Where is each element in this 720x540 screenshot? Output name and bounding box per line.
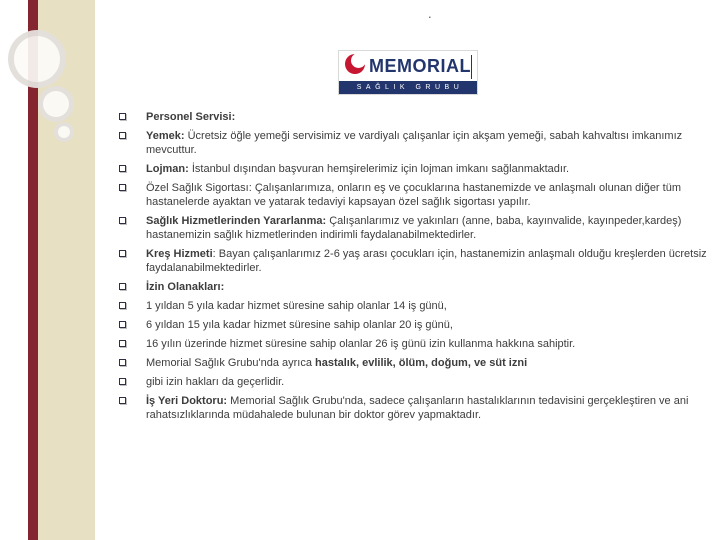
list-item (115, 247, 707, 275)
bullet-text: gibi izin hakları da geçerlidir. (146, 376, 285, 388)
bullet-text: Lojman: İstanbul dışından başvuran hemşirelerimiz için lojman imkanı sağlanmaktadır. (146, 163, 570, 175)
bullet-list (115, 110, 707, 422)
list-item (115, 337, 707, 351)
logo-vertical-divider (471, 55, 472, 79)
slide-body (115, 110, 707, 427)
logo-brand-text: MEMORIAL (369, 56, 471, 76)
bullet-text: 6 yıldan 15 yıla kadar hizmet süresine sahip olanlar 20 iş günü, (146, 319, 453, 331)
bullet-text: 1 yıldan 5 yıla kadar hizmet süresine sahip olanlar 14 iş günü, (146, 300, 447, 312)
memorial-logo-top (339, 51, 477, 81)
bullet-text: İş Yeri Doktoru: Memorial Sağlık Grubu'nda, sadece çalışanların hastalıklarının tedavisini gerçekleştiren ve ani rahatsızlıklarında müdahalede bulunan bir doktor görev yapmaktadır. (146, 395, 689, 421)
list-item (115, 214, 707, 242)
list-item (115, 280, 707, 294)
circle-decoration-large (8, 30, 66, 88)
circle-decoration-medium (38, 86, 74, 122)
bullet-text: Memorial Sağlık Grubu'nda ayrıca hastalık, evlilik, ölüm, doğum, ve süt izni (146, 357, 528, 369)
list-item (115, 129, 707, 157)
bullet-text: Yemek: Ücretsiz öğle yemeği servisimiz ve vardiyalı çalışanlar için akşam yemeği, sabah kahvaltısı imkanımız mevcuttur. (146, 130, 683, 156)
square-bullet-icon (115, 247, 146, 257)
square-bullet-icon (115, 375, 146, 385)
bullet-text: Personel Servisi: (146, 111, 236, 123)
bullet-text: 16 yılın üzerinde hizmet süresine sahip olanlar 26 iş günü izin kullanma hakkına sahiptir. (146, 338, 576, 350)
list-item (115, 394, 707, 422)
stray-period-text: . (428, 6, 432, 21)
square-bullet-icon (115, 356, 146, 366)
bullet-text: Sağlık Hizmetlerinden Yararlanma: Çalışanlarımız ve yakınları (anne, baba, kayınvalide, kayınpeder,kardeş) hastanemizin sağlık hizmetlerinden indirimli faydalanabilmektedirler. (146, 215, 682, 241)
list-item (115, 356, 707, 370)
bullet-text: İzin Olanakları: (146, 281, 225, 293)
square-bullet-icon (115, 318, 146, 328)
bullet-text: Kreş Hizmeti: Bayan çalışanlarımız 2-6 yaş arası çocukları için, hastanemizin anlaşmalı olduğu kreşlerden ücretsiz faydalanabilmektedirler. (146, 248, 707, 274)
memorial-crescent-icon (344, 53, 366, 80)
list-item (115, 181, 707, 209)
list-item (115, 375, 707, 389)
memorial-logo (338, 50, 478, 95)
logo-subtitle-bar (339, 81, 477, 94)
bullet-text: Özel Sağlık Sigortası: Çalışanlarımıza, onların eş ve çocuklarına hastanemizde ve anlaşmalı olunan diğer tüm hastanelerde ayaktan ve yatarak tedaviyi kapsayan özel sağlık sigortası yapılır. (146, 182, 681, 208)
logo-subtitle-text: SAĞLIK GRUBU (356, 84, 464, 91)
square-bullet-icon (115, 280, 146, 290)
square-bullet-icon (115, 162, 146, 172)
square-bullet-icon (115, 110, 146, 120)
list-item (115, 299, 707, 313)
square-bullet-icon (115, 394, 146, 404)
square-bullet-icon (115, 214, 146, 224)
square-bullet-icon (115, 337, 146, 347)
list-item (115, 162, 707, 176)
square-bullet-icon (115, 299, 146, 309)
square-bullet-icon (115, 181, 146, 191)
circle-decoration-small (54, 122, 74, 142)
square-bullet-icon (115, 129, 146, 139)
list-item (115, 318, 707, 332)
list-item (115, 110, 707, 124)
